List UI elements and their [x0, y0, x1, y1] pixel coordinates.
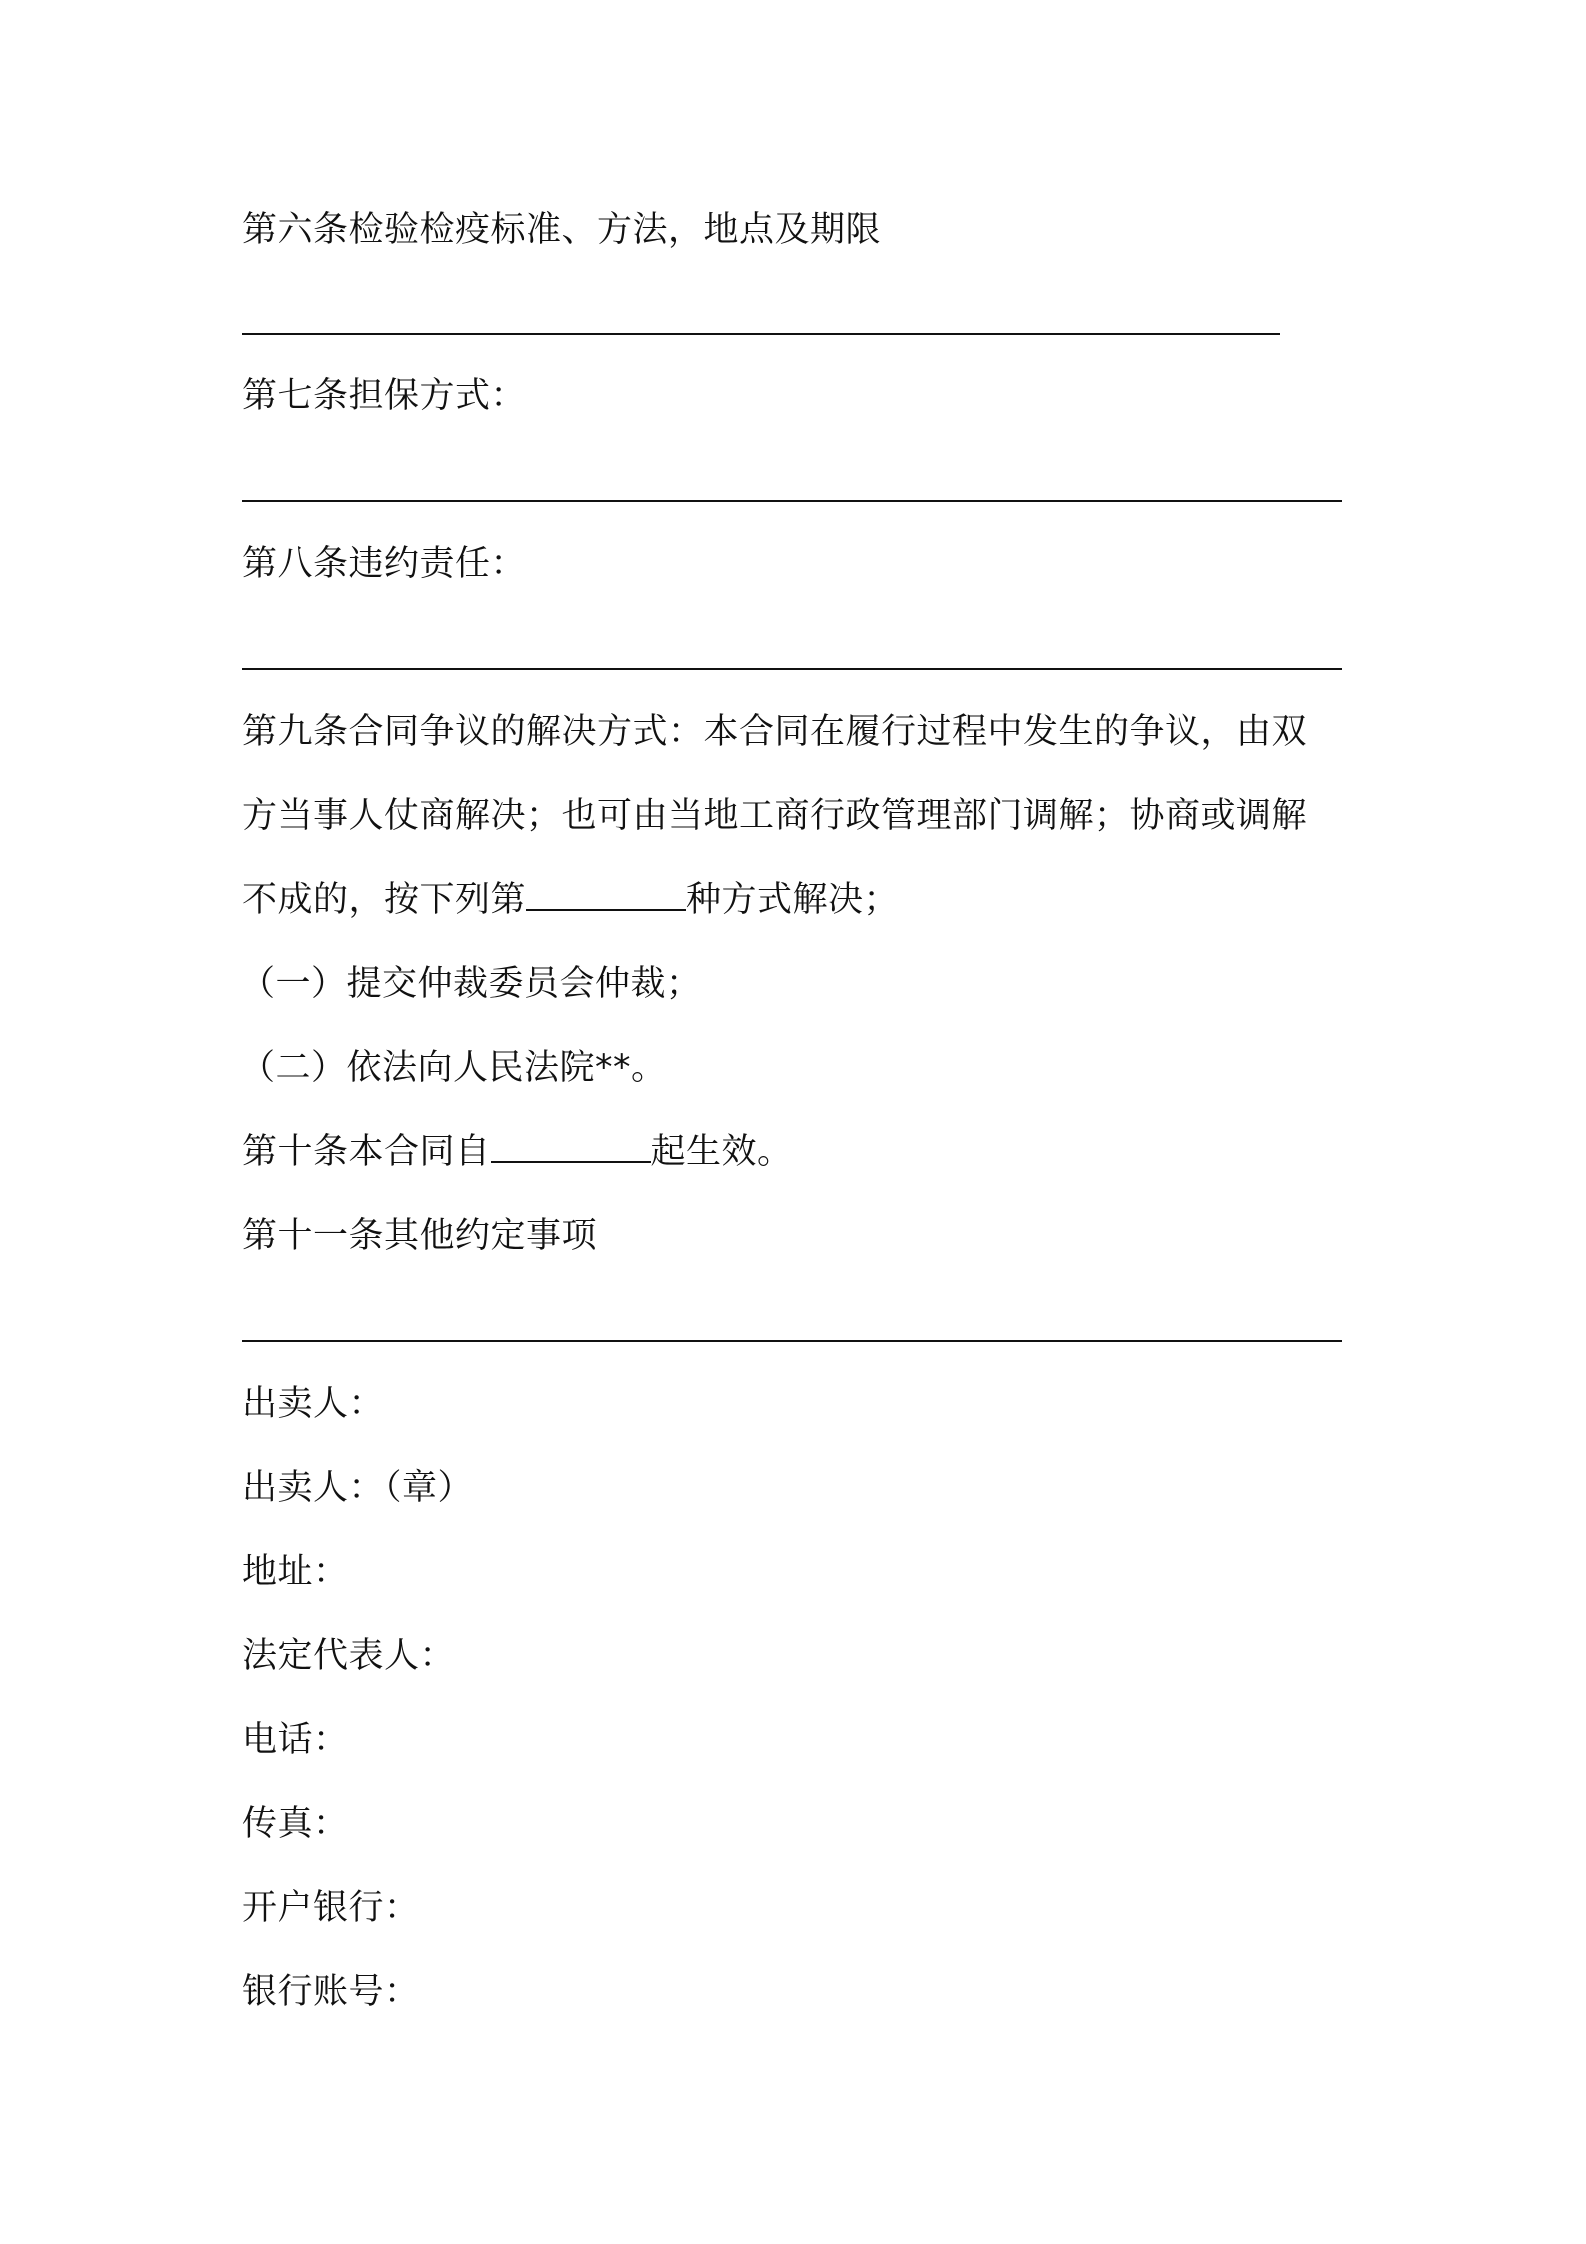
bank-label: 开户银行： [242, 1888, 420, 1928]
article-8-blank-line [242, 668, 1342, 670]
article-8-title: 第八条违约责任： [242, 544, 527, 584]
article-10 [242, 1130, 793, 1174]
article-9-line-3-after: 种方式解决； [686, 880, 900, 920]
article-10-after: 起生效。 [650, 1132, 793, 1172]
legal-representative-label: 法定代表人： [242, 1636, 456, 1676]
seller-seal-label: 出卖人：（章） [242, 1468, 474, 1508]
article-10-date-blank [491, 1157, 651, 1163]
account-label: 银行账号： [242, 1972, 420, 2012]
article-7-title: 第七条担保方式： [242, 376, 527, 416]
article-9-method-blank [526, 905, 686, 911]
article-10-before: 第十条本合同自 [242, 1132, 491, 1172]
article-9-line-3-before: 不成的，按下列第 [242, 880, 527, 920]
phone-label: 电话： [242, 1720, 349, 1760]
article-9-line-2: 方当事人仗商解决；也可由当地工商行政管理部门调解；协商或调解 [242, 796, 1308, 836]
address-label: 地址： [242, 1552, 349, 1592]
article-6-blank-line [242, 333, 1280, 335]
article-9-line-3 [242, 878, 899, 922]
article-9-line-1: 第九条合同争议的解决方式：本合同在履行过程中发生的争议，由双 [242, 712, 1308, 752]
option-2: （二）依法向人民法院**。 [240, 1048, 667, 1088]
option-1: （一）提交仲裁委员会仲裁； [240, 964, 702, 1004]
article-11-title: 第十一条其他约定事项 [242, 1216, 598, 1256]
article-7-blank-line [242, 500, 1342, 502]
seller-label: 出卖人： [242, 1384, 385, 1424]
article-11-blank-line [242, 1340, 1342, 1342]
fax-label: 传真： [242, 1804, 349, 1844]
article-6-title: 第六条检验检疫标准、方法，地点及期限 [242, 210, 882, 250]
